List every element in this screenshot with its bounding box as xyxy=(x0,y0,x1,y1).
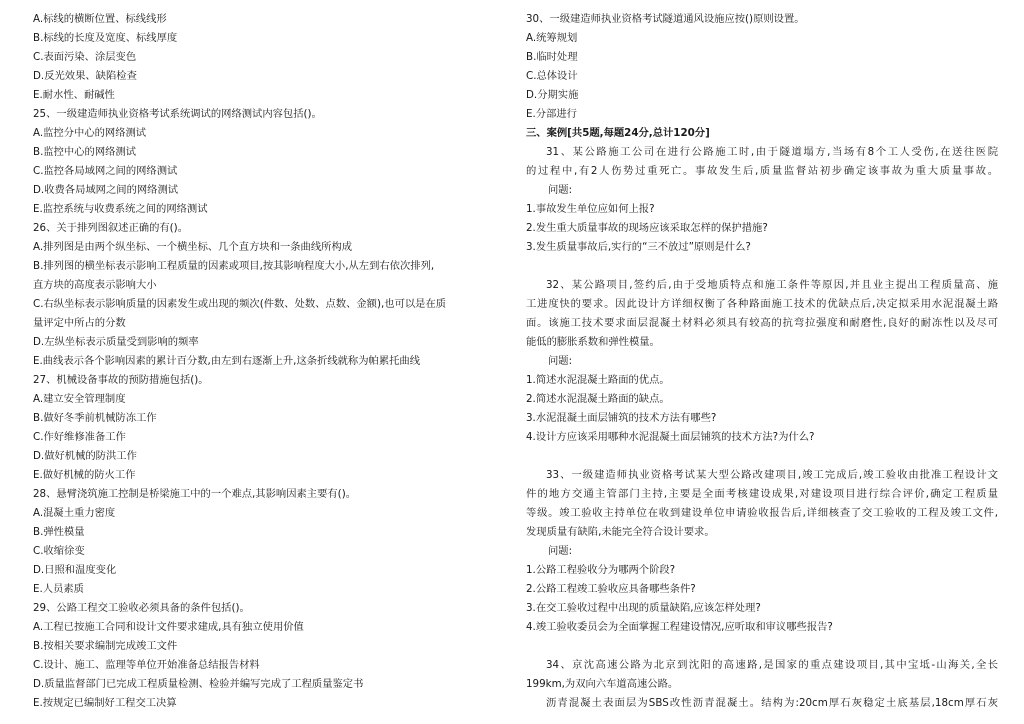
option-e: E.曲线表示各个影响因素的累计百分数,由左到右逐渐上升,这条折线就称为帕累托曲线 xyxy=(33,355,421,367)
case-32-text: 32、某公路项目,签约后,由于受地质特点和施工条件等原因,并且业主提出工程质量高、施 xyxy=(546,279,998,291)
case-32-question-2: 2.简述水泥混凝土路面的缺点。 xyxy=(526,393,670,405)
question-25: 25、一级建造师执业资格考试系统调试的网络测试内容包括()。 xyxy=(33,108,322,120)
option-d: D.分期实施 xyxy=(526,89,579,101)
right-column xyxy=(526,10,998,713)
option-c-continued: 量评定中所占的分数 xyxy=(33,317,126,329)
case-33-text-end: 发现质量有缺陷,未能完全符合设计要求。 xyxy=(526,526,715,538)
questions-label: 问题: xyxy=(548,355,573,367)
case-33-text-continued: 件的地方交通主管部门主持,主要是全面考核建设成果,对建设项目进行综合评价,确定工程质量 xyxy=(526,488,998,500)
option-b: B.标线的长度及宽度、标线厚度 xyxy=(33,32,178,44)
case-34-text-continued: 199km,为双向六车道高速公路。 xyxy=(526,678,679,690)
case-33-question-3: 3.在交工验收过程中出现的质量缺陷,应该怎样处理? xyxy=(526,602,761,614)
option-c: C.收缩徐变 xyxy=(33,545,85,557)
option-c: C.表面污染、涂层变色 xyxy=(33,51,137,63)
case-31-text: 31、某公路施工公司在进行公路施工时,由于隧道塌方,当场有8个工人受伤,在送往医院 xyxy=(546,146,998,158)
section-heading-case-study: 三、案例[共5题,每题24分,总计120分] xyxy=(526,127,710,139)
option-b: B.监控中心的网络测试 xyxy=(33,146,137,158)
option-c: C.总体设计 xyxy=(526,70,578,82)
option-a: A.监控分中心的网络测试 xyxy=(33,127,147,139)
question-29: 29、公路工程交工验收必须具备的条件包括()。 xyxy=(33,602,250,614)
option-c: C.作好维修准备工作 xyxy=(33,431,126,443)
option-d: D.反光效果、缺陷检查 xyxy=(33,70,137,82)
case-32-text-end: 能低的膨胀系数和弹性模量。 xyxy=(526,336,660,348)
spacer xyxy=(526,637,998,656)
questions-label: 问题: xyxy=(548,545,573,557)
case-31-question-2: 2.发生重大质量事故的现场应该采取怎样的保护措施? xyxy=(526,222,768,234)
case-31-question-1: 1.事故发生单位应如何上报? xyxy=(526,203,655,215)
case-33-text-continued: 等级。竣工验收主持单位在收到建设单位申请验收报告后,详细核查了交工验收的工程及竣工文件, xyxy=(526,507,998,519)
option-e: E.做好机械的防火工作 xyxy=(33,469,136,481)
case-33-question-1: 1.公路工程验收分为哪两个阶段? xyxy=(526,564,676,576)
question-28: 28、悬臂浇筑施工控制是桥梁施工中的一个难点,其影响因素主要有()。 xyxy=(33,488,357,500)
option-a: A.混凝土重力密度 xyxy=(33,507,116,519)
option-b: B.临时处理 xyxy=(526,51,578,63)
option-e: E.人员素质 xyxy=(33,583,84,595)
left-column xyxy=(33,10,511,713)
option-b: B.按相关要求编制完成竣工文件 xyxy=(33,640,178,652)
option-b: B.排列图的横坐标表示影响工程质量的因素或项目,按其影响程度大小,从左到右依次排列, xyxy=(33,260,435,272)
option-d: D.左纵坐标表示质量受到影响的频率 xyxy=(33,336,199,348)
option-d: D.收费各局域网之间的网络测试 xyxy=(33,184,179,196)
option-c: C.设计、施工、监理等单位开始准备总结报告材料 xyxy=(33,659,260,671)
option-c: C.右纵坐标表示影响质量的因素发生或出现的频次(件数、处数、点数、金额),也可以是在质 xyxy=(33,298,447,310)
option-b: B.做好冬季前机械防冻工作 xyxy=(33,412,157,424)
option-b-continued: 直方块的高度表示影响大小 xyxy=(33,279,157,291)
case-32-text-continued: 面。该施工技术要求面层混凝土材料必须具有较高的抗弯拉强度和耐磨性,良好的耐冻性以及尽可 xyxy=(526,317,998,329)
option-d: D.做好机械的防洪工作 xyxy=(33,450,137,462)
option-e: E.分部进行 xyxy=(526,108,577,120)
case-32-question-4: 4.设计方应该采用哪种水泥混凝土面层铺筑的技术方法?为什么? xyxy=(526,431,815,443)
option-d: D.日照和温度变化 xyxy=(33,564,117,576)
case-34-text-continued: 沥青混凝土表面层为SBS改性沥青混凝土。结构为:20cm厚石灰稳定土底基层,18cm厚石灰 xyxy=(546,697,998,709)
option-a: A.统筹规划 xyxy=(526,32,578,44)
option-a: A.标线的横断位置、标线线形 xyxy=(33,13,167,25)
spacer xyxy=(526,257,998,276)
questions-label: 问题: xyxy=(548,184,573,196)
question-30: 30、一级建造师执业资格考试隧道通风设施应按()原则设置。 xyxy=(526,13,805,25)
option-e: E.监控系统与收费系统之间的网络测试 xyxy=(33,203,208,215)
option-a: A.工程已按施工合同和设计文件要求建成,具有独立使用价值 xyxy=(33,621,304,633)
case-31-text-continued: 的过程中,有2人伤势过重死亡。事故发生后,质量监督站初步确定该事故为重大质量事故。 xyxy=(526,165,998,177)
question-26: 26、关于排列图叙述正确的有()。 xyxy=(33,222,188,234)
case-33-question-2: 2.公路工程竣工验收应具备哪些条件? xyxy=(526,583,696,595)
case-31-question-3: 3.发生质量事故后,实行的“三不放过”原则是什么? xyxy=(526,241,751,253)
option-c: C.监控各局域网之间的网络测试 xyxy=(33,165,178,177)
case-32-question-3: 3.水泥混凝土面层铺筑的技术方法有哪些? xyxy=(526,412,717,424)
option-d: D.质量监督部门已完成工程质量检测、检验并编写完成了工程质量鉴定书 xyxy=(33,678,364,690)
case-32-question-1: 1.简述水泥混凝土路面的优点。 xyxy=(526,374,670,386)
case-32-text-continued: 工进度快的要求。因此设计方详细权衡了各种路面施工技术的优缺点后,决定拟采用水泥混凝土路 xyxy=(526,298,998,310)
case-33-question-4: 4.竣工验收委员会为全面掌握工程建设情况,应听取和审议哪些报告? xyxy=(526,621,833,633)
option-e: E.按规定已编制好工程交工决算 xyxy=(33,697,177,709)
option-a: A.排列图是由两个纵坐标、一个横坐标、几个直方块和一条曲线所构成 xyxy=(33,241,353,253)
spacer xyxy=(526,447,998,466)
case-33-text: 33、一级建造师执业资格考试某大型公路改建项目,竣工完成后,竣工验收由批准工程设计文 xyxy=(546,469,998,481)
question-27: 27、机械设备事故的预防措施包括()。 xyxy=(33,374,209,386)
option-a: A.建立安全管理制度 xyxy=(33,393,126,405)
case-34-text: 34、京沈高速公路为北京到沈阳的高速路,是国家的重点建设项目,其中宝坻-山海关,全长 xyxy=(546,659,998,671)
option-e: E.耐水性、耐碱性 xyxy=(33,89,115,101)
option-b: B.弹性模量 xyxy=(33,526,85,538)
